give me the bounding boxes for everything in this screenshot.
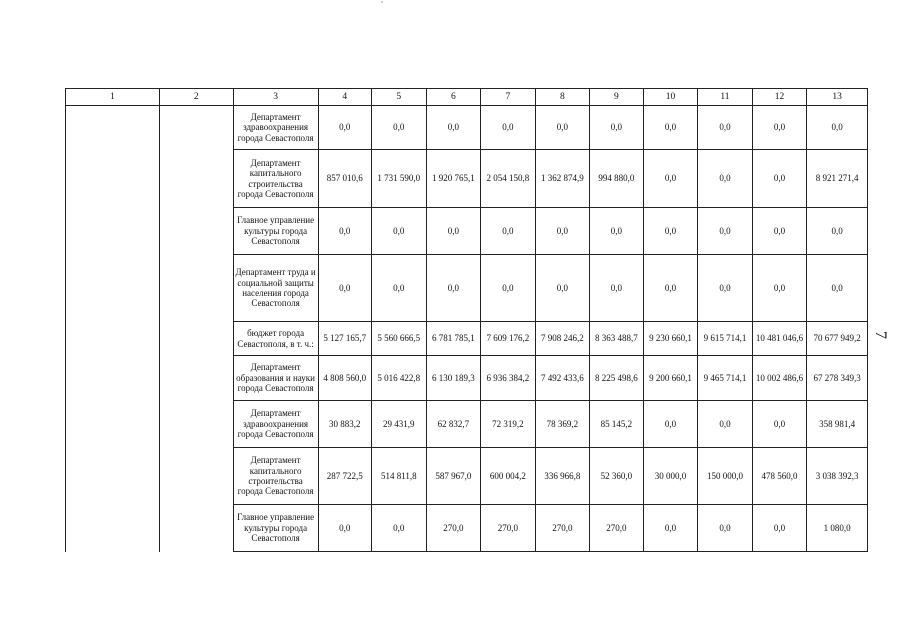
- merged-blank-col-2: [159, 106, 233, 552]
- value-cell: 0,0: [752, 150, 807, 208]
- value-cell: 0,0: [481, 106, 536, 150]
- value-cell: 70 677 949,2: [807, 322, 868, 356]
- value-cell: 478 560,0: [752, 448, 807, 505]
- value-cell: 358 981,4: [807, 401, 868, 448]
- merged-blank-col-1: [66, 106, 160, 552]
- value-cell: 10 002 486,6: [752, 356, 807, 401]
- value-cell: 0,0: [752, 208, 807, 255]
- value-cell: 7 492 433,6: [535, 356, 590, 401]
- page-number: 7: [872, 331, 889, 339]
- value-cell: 0,0: [590, 106, 644, 150]
- value-cell: 0,0: [643, 208, 698, 255]
- value-cell: 10 481 046,6: [752, 322, 807, 356]
- value-cell: 0,0: [318, 208, 372, 255]
- value-cell: 29 431,9: [372, 401, 427, 448]
- value-cell: 0,0: [643, 505, 698, 552]
- value-cell: 994 880,0: [590, 150, 644, 208]
- value-cell: 4 808 560,0: [318, 356, 372, 401]
- value-cell: 5 127 165,7: [318, 322, 372, 356]
- value-cell: 8 225 498,6: [590, 356, 644, 401]
- value-cell: 2 054 150,8: [481, 150, 536, 208]
- table-header-row: [66, 89, 868, 106]
- value-cell: 3 038 392,3: [807, 448, 868, 505]
- column-header: 6: [426, 89, 481, 106]
- value-cell: 600 004,2: [481, 448, 536, 505]
- department-name-cell: Главное управление культуры города Севастополя: [233, 505, 318, 552]
- column-header: 4: [318, 89, 372, 106]
- value-cell: 0,0: [752, 255, 807, 322]
- value-cell: 0,0: [752, 401, 807, 448]
- value-cell: 0,0: [481, 208, 536, 255]
- column-header: 5: [372, 89, 427, 106]
- value-cell: 336 966,8: [535, 448, 590, 505]
- value-cell: 0,0: [698, 106, 753, 150]
- value-cell: 0,0: [698, 401, 753, 448]
- value-cell: 0,0: [590, 255, 644, 322]
- value-cell: 78 369,2: [535, 401, 590, 448]
- table-body: [66, 89, 868, 552]
- value-cell: 1 731 590,0: [372, 150, 427, 208]
- value-cell: 0,0: [807, 255, 868, 322]
- value-cell: 30 000,0: [643, 448, 698, 505]
- department-name-cell: Департамент образования и науки города Севастополя: [233, 356, 318, 401]
- budget-table: [65, 88, 868, 552]
- value-cell: 587 967,0: [426, 448, 481, 505]
- department-name-cell: Департамент здравоохранения города Севастополя: [233, 401, 318, 448]
- department-name-cell: Департамент капитального строительства города Севастополя: [233, 448, 318, 505]
- value-cell: 0,0: [535, 106, 590, 150]
- value-cell: 0,0: [535, 255, 590, 322]
- value-cell: 150 000,0: [698, 448, 753, 505]
- value-cell: 0,0: [372, 106, 427, 150]
- column-header: 10: [643, 89, 698, 106]
- column-header: 13: [807, 89, 868, 106]
- value-cell: 9 615 714,1: [698, 322, 753, 356]
- value-cell: 5 560 666,5: [372, 322, 427, 356]
- value-cell: 1 080,0: [807, 505, 868, 552]
- value-cell: 0,0: [372, 255, 427, 322]
- value-cell: 0,0: [372, 208, 427, 255]
- department-name-cell: Департамент капитального строительства города Севастополя: [233, 150, 318, 208]
- value-cell: 5 016 422,8: [372, 356, 427, 401]
- column-header: 7: [481, 89, 536, 106]
- value-cell: 0,0: [481, 255, 536, 322]
- value-cell: 0,0: [643, 401, 698, 448]
- value-cell: 0,0: [698, 150, 753, 208]
- value-cell: 1 362 874,9: [535, 150, 590, 208]
- value-cell: 6 781 785,1: [426, 322, 481, 356]
- value-cell: 0,0: [807, 208, 868, 255]
- value-cell: 0,0: [318, 505, 372, 552]
- value-cell: 0,0: [698, 255, 753, 322]
- column-header: 9: [590, 89, 644, 106]
- value-cell: 7 609 176,2: [481, 322, 536, 356]
- value-cell: 0,0: [372, 505, 427, 552]
- value-cell: 270,0: [426, 505, 481, 552]
- value-cell: 287 722,5: [318, 448, 372, 505]
- value-cell: 8 363 488,7: [590, 322, 644, 356]
- value-cell: 0,0: [318, 255, 372, 322]
- value-cell: 72 319,2: [481, 401, 536, 448]
- column-header: 12: [752, 89, 807, 106]
- value-cell: 67 278 349,3: [807, 356, 868, 401]
- value-cell: 0,0: [426, 208, 481, 255]
- value-cell: 0,0: [643, 106, 698, 150]
- value-cell: 9 200 660,1: [643, 356, 698, 401]
- value-cell: 0,0: [698, 505, 753, 552]
- value-cell: 52 360,0: [590, 448, 644, 505]
- table-row: [66, 106, 868, 150]
- value-cell: 30 883,2: [318, 401, 372, 448]
- value-cell: 857 010,6: [318, 150, 372, 208]
- department-name-cell: Главное управление культуры города Севастополя: [233, 208, 318, 255]
- column-header: 8: [535, 89, 590, 106]
- column-header: 1: [66, 89, 160, 106]
- value-cell: 9 465 714,1: [698, 356, 753, 401]
- value-cell: 0,0: [752, 505, 807, 552]
- value-cell: 6 936 384,2: [481, 356, 536, 401]
- column-header: 2: [159, 89, 233, 106]
- department-name-cell: Департамент труда и социальной защиты населения города Севастополя: [233, 255, 318, 322]
- value-cell: 514 811,8: [372, 448, 427, 505]
- department-name-cell: Департамент здравоохранения города Севастополя: [233, 106, 318, 150]
- value-cell: 270,0: [535, 505, 590, 552]
- value-cell: 85 145,2: [590, 401, 644, 448]
- value-cell: 0,0: [318, 106, 372, 150]
- value-cell: 0,0: [807, 106, 868, 150]
- value-cell: 0,0: [590, 208, 644, 255]
- value-cell: 0,0: [426, 255, 481, 322]
- value-cell: 62 832,7: [426, 401, 481, 448]
- value-cell: 0,0: [643, 150, 698, 208]
- value-cell: 0,0: [535, 208, 590, 255]
- column-header: 11: [698, 89, 753, 106]
- value-cell: 0,0: [698, 208, 753, 255]
- value-cell: 9 230 660,1: [643, 322, 698, 356]
- value-cell: 0,0: [426, 106, 481, 150]
- value-cell: 270,0: [481, 505, 536, 552]
- department-name-cell: бюджет города Севастополя, в т. ч.:: [233, 322, 318, 356]
- scan-speck: [381, 1, 383, 3]
- value-cell: 0,0: [752, 106, 807, 150]
- value-cell: 8 921 271,4: [807, 150, 868, 208]
- value-cell: 270,0: [590, 505, 644, 552]
- value-cell: 0,0: [643, 255, 698, 322]
- value-cell: 6 130 189,3: [426, 356, 481, 401]
- value-cell: 1 920 765,1: [426, 150, 481, 208]
- value-cell: 7 908 246,2: [535, 322, 590, 356]
- column-header: 3: [233, 89, 318, 106]
